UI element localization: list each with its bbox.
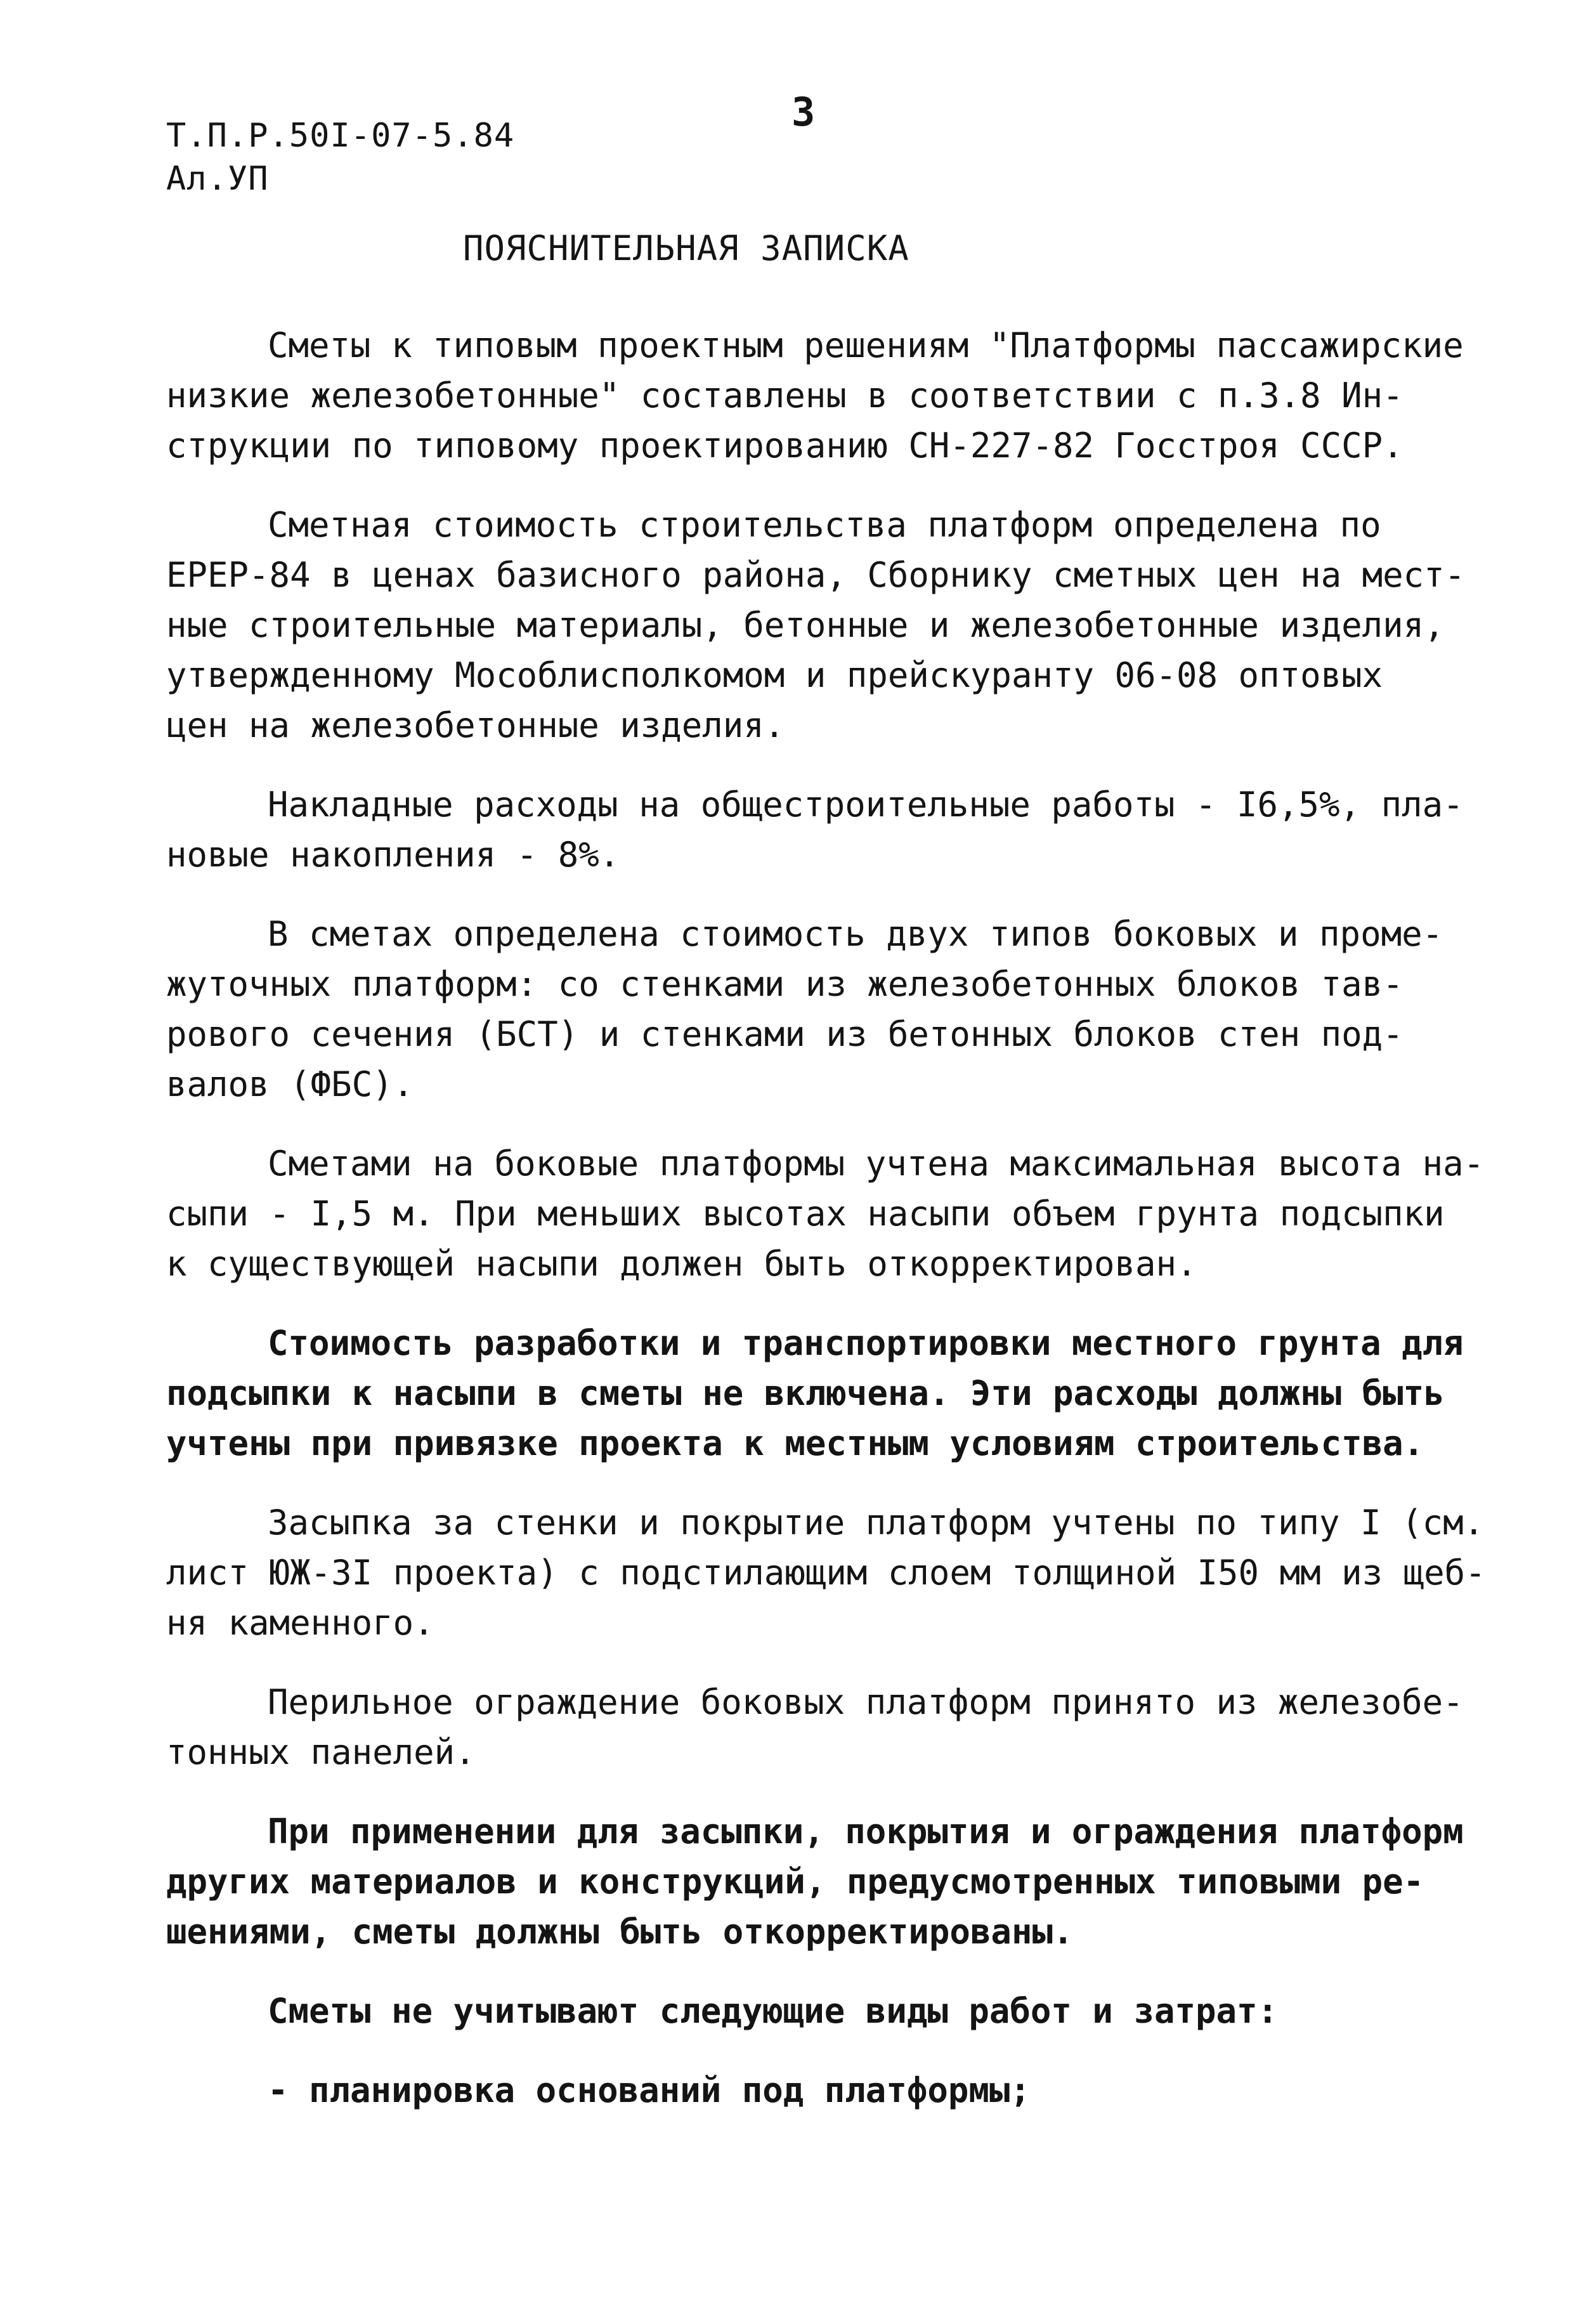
page-number: 3	[791, 89, 816, 135]
paragraph-4	[166, 909, 1460, 1109]
paragraph-line: сыпи - I,5 м. При меньших высотах насыпи объем грунта подсыпки	[166, 1194, 1445, 1234]
paragraph-9	[166, 1806, 1464, 1957]
paragraph-line: - планировка оснований под платформы;	[268, 2070, 1031, 2110]
paragraph-11	[166, 2065, 1460, 2115]
paragraph-line: утвержденному Мособлисполкомом и прейскуранту 06-08 оптовых	[166, 655, 1383, 695]
paragraph-10	[166, 1986, 1460, 2036]
paragraph-line: тонных панелей.	[166, 1732, 476, 1772]
paragraph-6	[166, 1318, 1464, 1468]
paragraph-line: При применении для засыпки, покрытия и ограждения платформ	[268, 1812, 1464, 1851]
paragraph-line: Засыпка за стенки и покрытие платформ учтены по типу I (см.	[268, 1503, 1485, 1543]
paragraph-line: Сметная стоимость строительства платформ определена по	[268, 505, 1381, 545]
paragraph-line: низкие железобетонные" составлены в соответствии с п.3.8 Ин-	[166, 375, 1403, 415]
paragraph-line: Стоимость разработки и транспортировки местного грунта для	[268, 1323, 1464, 1363]
paragraph-line: Накладные расходы на общестроительные работы - I6,5%, пла-	[268, 785, 1464, 825]
paragraph-line: валов (ФБС).	[166, 1064, 414, 1104]
paragraph-line: Перильное ограждение боковых платформ принято из железобе-	[268, 1682, 1464, 1722]
paragraph-line: ЕРЕР-84 в ценах базисного района, Сборнику сметных цен на мест-	[166, 555, 1466, 595]
paragraph-line: В сметах определена стоимость двух типов боковых и проме-	[268, 914, 1443, 954]
paragraph-line: цен на железобетонные изделия.	[166, 705, 785, 745]
paragraph-7	[166, 1498, 1486, 1648]
paragraph-1	[166, 320, 1464, 471]
document-code-line-2: Ал.УП	[166, 160, 269, 198]
paragraph-line: ные строительные материалы, бетонные и железобетонные изделия,	[166, 605, 1445, 645]
paragraph-line: учтены при привязке проекта к местным условиям строительства.	[166, 1423, 1424, 1463]
paragraph-5	[166, 1139, 1485, 1289]
paragraph-line: Сметы не учитывают следующие виды работ и затрат:	[268, 1991, 1279, 2031]
paragraph-line: Сметы к типовым проектным решениям "Платформы пассажирские	[268, 325, 1464, 365]
document-body	[166, 320, 1486, 2144]
paragraph-8	[166, 1677, 1464, 1777]
paragraph-2	[166, 500, 1466, 750]
paragraph-line: других материалов и конструкций, предусмотренных типовыми ре-	[166, 1862, 1424, 1902]
document-title: ПОЯСНИТЕЛЬНАЯ ЗАПИСКА	[463, 228, 909, 268]
document-code	[166, 114, 514, 200]
paragraph-3	[166, 780, 1464, 880]
paragraph-line: шениями, сметы должны быть откорректированы.	[166, 1912, 1074, 1952]
paragraph-line: ня каменного.	[166, 1603, 434, 1643]
paragraph-line: к существующей насыпи должен быть откорректирован.	[166, 1244, 1197, 1284]
paragraph-line: лист ЮЖ-3I проекта) с подстилающим слоем толщиной I50 мм из щеб-	[166, 1553, 1486, 1593]
document-code-line-1: Т.П.Р.50I-07-5.84	[166, 117, 515, 155]
paragraph-line: рового сечения (БСТ) и стенками из бетонных блоков стен под-	[166, 1014, 1403, 1054]
paragraph-line: Сметами на боковые платформы учтена максимальная высота на-	[268, 1144, 1485, 1184]
paragraph-line: подсыпки к насыпи в сметы не включена. Эти расходы должны быть	[166, 1373, 1445, 1413]
paragraph-line: жуточных платформ: со стенками из железобетонных блоков тав-	[166, 964, 1403, 1004]
paragraph-line: новые накопления - 8%.	[166, 835, 620, 875]
paragraph-line: струкции по типовому проектированию СН-227-82 Госстроя СССР.	[166, 426, 1403, 466]
